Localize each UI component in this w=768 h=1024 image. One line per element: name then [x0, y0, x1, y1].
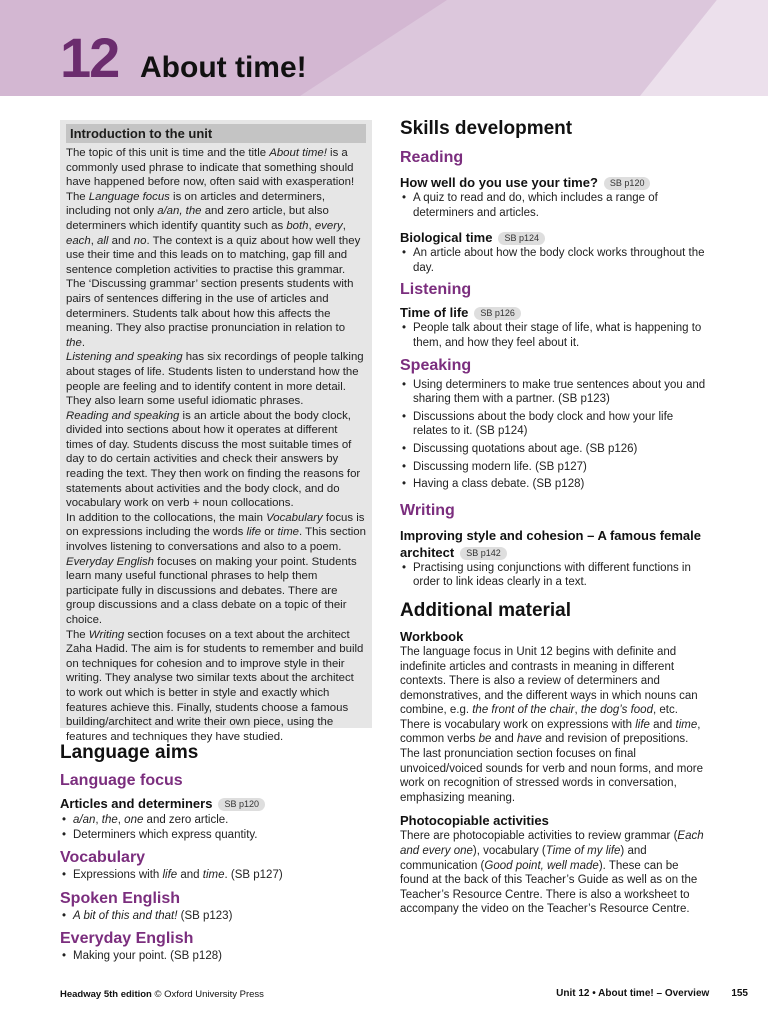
list-item: • a/an, the, one and zero article. — [60, 813, 372, 828]
list-item: • Using determiners to make true sentences about you and sharing them with a partner. (SB p123) — [400, 378, 710, 407]
intro-heading: Introduction to the unit — [66, 124, 366, 143]
writing-subheading — [400, 527, 710, 561]
intro-paragraph: The Writing section focuses on a text about the architect Zaha Hadid. The aim is for students to remember and build on techniques for cohesion and to improve style in their writing. They analyse two similar texts about the architect to work out which is better in style and exactly which features achieve this. Finally, students choose a famous building/architect and write their own piece, using the features and techniques they have studied. — [66, 628, 364, 743]
intro-paragraph: Listening and speaking has six recordings of people talking about stages of life. Students listen to understand how the people are feeling and to identify content in more detail. They also learn some useful idiomatic phrases. — [66, 351, 364, 408]
list-item: • Discussing modern life. (SB p127) — [400, 460, 710, 475]
reading-subheading — [400, 174, 710, 191]
spoken-english-title: Spoken English — [60, 889, 181, 907]
intro-paragraph: Reading and speaking is an article about the body clock, divided into sections about how it operates at different times of day. Students discuss the most suitable times of day to do certain activities and check their answers by reading the text. They then work on finding the reasons for statements about activities and the body clock, and do vocabulary work on verb + noun collocations. — [66, 409, 361, 510]
writing-list — [400, 561, 710, 590]
list-item: • Making your point. (SB p128) — [60, 949, 372, 964]
workbook-paragraph: The language focus in Unit 12 begins with definite and indefinite articles and contrasts in meaning in different contexts. There is also a review of determiners and demonstratives, and the different ways in which nouns can combine, e.g. the front of the chair, the dog’s food, etc. — [400, 645, 698, 717]
sb-ref-badge: SB p120 — [604, 177, 651, 190]
list-item: • Having a class debate. (SB p128) — [400, 477, 710, 492]
sb-ref-badge: SB p124 — [498, 232, 545, 245]
unit-title: About time! — [140, 51, 307, 84]
additional-material-title: Additional material — [400, 599, 572, 621]
list-item: • Determiners which express quantity. — [60, 828, 372, 843]
sb-ref-badge: SB p126 — [474, 307, 521, 320]
language-aims-section — [60, 740, 372, 964]
list-item: • Discussions about the body clock and how your life relates to it. (SB p124) — [400, 410, 710, 439]
footer-credit — [60, 989, 264, 1000]
footer-unit-ref: Unit 12 • About time! – Overview — [556, 988, 710, 999]
reading-title: Reading — [400, 149, 464, 166]
everyday-english-title: Everyday English — [60, 930, 194, 948]
skills-title: Skills development — [400, 118, 573, 139]
intro-paragraph: In addition to the collocations, the main Vocabulary focus is on expressions including the words life or time. This section involves listening to conversations and also to a poem. — [66, 511, 366, 554]
listening-list — [400, 321, 710, 350]
intro-paragraph: The topic of this unit is time and the title About time! is a commonly used phrase to indicate that something should have happened before now, often said with exasperation! — [66, 147, 355, 189]
skills-column — [400, 116, 710, 917]
sb-ref-badge: SB p142 — [460, 547, 507, 560]
list-item: • Expressions with life and time. (SB p127) — [60, 868, 372, 883]
unit-number: 12 — [60, 26, 119, 89]
reading-list — [400, 191, 710, 220]
listening-subheading — [400, 304, 710, 321]
workbook-paragraph: There is vocabulary work on expressions with life and time, common verbs be and have and revision of prepositions. The last pronunciation section focuses on final unvoiced/voiced sounds for verb and noun forms, and more work on recognition of stressed words in conversation, emphasizing meaning. — [400, 718, 704, 804]
reading-subheading — [400, 229, 710, 246]
page-header — [0, 0, 768, 96]
page-number: 155 — [731, 988, 748, 999]
list-item: • People talk about their stage of life, what is happening to them, and how they feel about it. — [400, 321, 710, 350]
language-focus-subheading — [60, 795, 372, 812]
photocopiable-heading: Photocopiable activities — [400, 813, 549, 829]
workbook-heading: Workbook — [400, 628, 464, 644]
vocabulary-list — [60, 868, 372, 883]
language-focus-title: Language focus — [60, 772, 183, 789]
intro-paragraph: The Language focus is on articles and determiners, including not only a/an, the and zero article, but also determiners which identify quantity such as both, every, each, all and no. The context is a quiz about how well they use their time and this leads on to matching, gap fill and sentence completion activities to practise this grammar. The ‘Discussing grammar’ section presents students with pairs of sentences differing in the use of articles and determiners. Students talk about how this affects the meaning. They also practise pronunciation in relation to the. — [66, 190, 361, 349]
footer-publisher: © Oxford University Press — [151, 989, 264, 1000]
vocabulary-title: Vocabulary — [60, 849, 146, 867]
everyday-english-list — [60, 949, 372, 964]
language-focus-list — [60, 813, 372, 842]
intro-paragraph: Everyday English focuses on making your point. Students learn many useful functional phrases to help them participate fully in discussions and debates. There are group discussions and a class debate on a topic of their choice. — [66, 555, 357, 626]
reading-sub-label: How well do you use your time? — [400, 175, 598, 190]
photocopiable-paragraph: There are photocopiable activities to review grammar (Each and every one), vocabulary (Time of my life) and communication (Good point, well made). These can be found at the back of this Teacher’s Guide as well as on the Teacher’s Resource Centre. There is also a worksheet to accompany the video on the Teacher’s Resource Centre. — [400, 830, 704, 916]
writing-sub-label: Improving style and cohesion – A famous female architect — [400, 527, 701, 560]
language-aims-title: Language aims — [60, 742, 199, 763]
list-item: • An article about how the body clock works throughout the day. — [400, 246, 710, 275]
speaking-title: Speaking — [400, 356, 472, 374]
list-item: • Practising using conjunctions with different functions in order to link ideas clearly in a text. — [400, 561, 710, 590]
spoken-english-list — [60, 909, 372, 924]
list-item: • A quiz to read and do, which includes a range of determiners and articles. — [400, 191, 710, 220]
list-item: • A bit of this and that! (SB p123) — [60, 909, 372, 924]
language-focus-sub-label: Articles and determiners — [60, 796, 213, 811]
writing-title: Writing — [400, 501, 455, 519]
reading-sub-label: Biological time — [400, 230, 493, 246]
list-item: • Discussing quotations about age. (SB p126) — [400, 442, 710, 457]
footer-page-info — [556, 988, 748, 999]
speaking-list — [400, 378, 710, 492]
listening-sub-label: Time of life — [400, 305, 469, 321]
reading-list — [400, 246, 710, 275]
listening-title: Listening — [400, 281, 472, 299]
footer-book: Headway 5th edition — [60, 989, 152, 1000]
intro-box — [60, 120, 372, 743]
sb-ref-badge: SB p120 — [218, 798, 265, 811]
